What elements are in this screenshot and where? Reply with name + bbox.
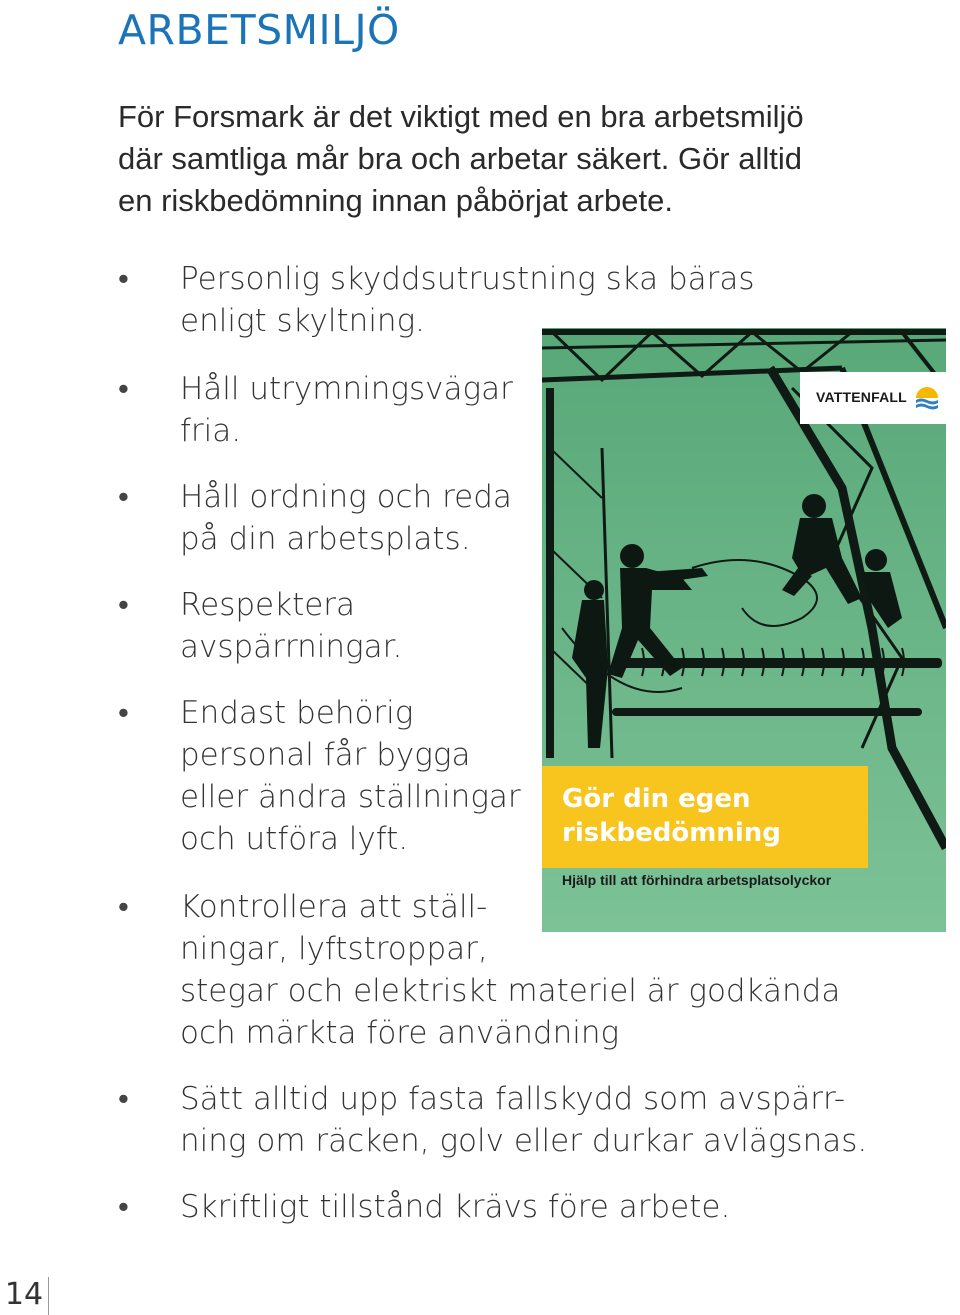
- page-number-divider: [48, 1277, 49, 1315]
- bullet-dot: •: [118, 479, 129, 515]
- bullet-line: Håll ordning och reda: [180, 479, 512, 515]
- intro-line: där samtliga mår bra och arbetar säkert. Gör alltid: [118, 141, 802, 176]
- bullet-dot: •: [118, 1081, 129, 1117]
- page-number: 14: [4, 1277, 44, 1312]
- bullet-line: Sätt alltid upp fasta fallskydd som avspärr-: [180, 1081, 846, 1117]
- logo-text: VATTENFALL: [816, 389, 907, 405]
- bullet-line: ning om räcken, golv eller durkar avlägsnas.: [180, 1123, 868, 1159]
- bullet-line: på din arbetsplats.: [180, 521, 471, 557]
- vattenfall-logo-icon: [914, 385, 940, 411]
- cover-banner: [542, 766, 868, 868]
- bullet-line: Håll utrymningsvägar: [180, 371, 513, 407]
- bullet-line: och utföra lyft.: [180, 821, 409, 857]
- cover-heading: [562, 782, 781, 850]
- vattenfall-logo: [800, 372, 946, 424]
- bullet-dot: •: [118, 695, 129, 731]
- bullet-dot: •: [118, 371, 129, 407]
- bullet-dot: •: [118, 261, 129, 297]
- intro-paragraph: [118, 96, 938, 222]
- bullet-dot: •: [118, 1189, 129, 1225]
- bullet-line: Kontrollera att ställ-: [180, 889, 488, 925]
- bullet-dot: •: [118, 889, 129, 925]
- bullet-line: Skriftligt tillstånd krävs före arbete.: [180, 1189, 731, 1225]
- bullet-line: Personlig skyddsutrustning ska bäras: [180, 261, 755, 297]
- cover-heading-line: Gör din egen: [562, 784, 751, 814]
- bullet-dot: •: [118, 587, 129, 623]
- bullet-line: Respektera: [180, 587, 356, 623]
- bullet-line: ningar, lyftstroppar,: [180, 931, 488, 967]
- bullet-line: eller ändra ställningar: [180, 779, 521, 815]
- bullet-line: avspärrningar.: [180, 629, 403, 665]
- brochure-cover-image: [542, 328, 946, 932]
- bullet-line: enligt skyltning.: [180, 303, 426, 339]
- cover-heading-line: riskbedömning: [562, 818, 781, 848]
- bullet-line: Endast behörig: [180, 695, 414, 731]
- bullet-line: fria.: [180, 413, 242, 449]
- bullet-line: personal får bygga: [180, 737, 471, 773]
- page-title: ARBETSMILJÖ: [118, 6, 400, 54]
- intro-line: För Forsmark är det viktigt med en bra arbetsmiljö: [118, 99, 804, 134]
- cover-subtitle: Hjälp till att förhindra arbetsplatsolyckor: [562, 872, 832, 888]
- intro-line: en riskbedömning innan påbörjat arbete.: [118, 183, 673, 218]
- bullet-line: och märkta före användning: [180, 1015, 620, 1051]
- bullet-line: stegar och elektriskt materiel är godkända: [180, 973, 841, 1009]
